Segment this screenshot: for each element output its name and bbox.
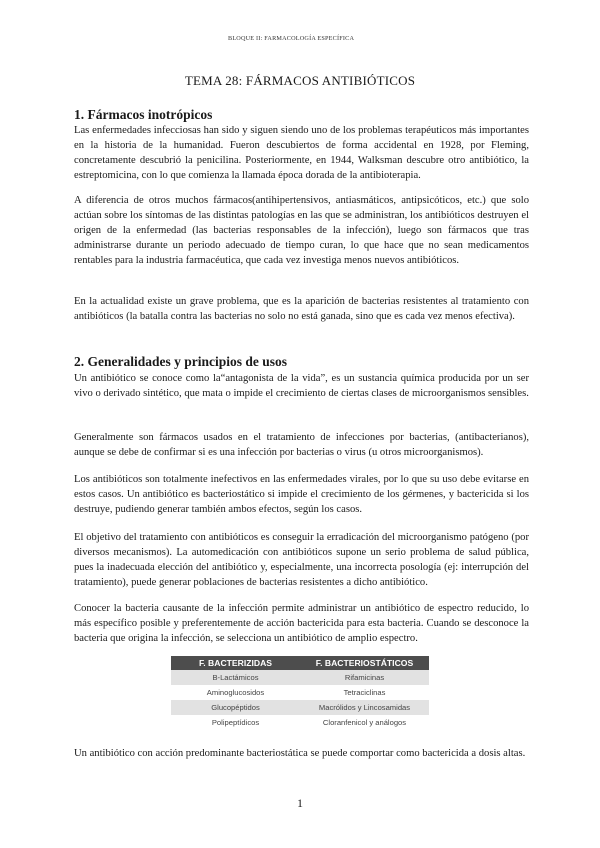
paragraph: Los antibióticos son totalmente inefectivos en las enfermedades virales, por lo que su uso debe evitarse en estos casos. Un antibiótico es bacteriostático si impide el crecimiento de los gérmenes, y bactericida si los destruye, pudiendo generar también ambos efectos, según los casos. bbox=[74, 474, 529, 515]
document-title: TEMA 28: FÁRMACOS ANTIBIÓTICOS bbox=[184, 73, 416, 88]
table-row bbox=[171, 685, 429, 700]
table-cell: Macrólidos y Lincosamidas bbox=[300, 700, 429, 715]
paragraph: Conocer la bacteria causante de la infección permite administrar un antibiótico de espectro reducido, lo más específico posible y preferentemente de acción bactericida para esta bacteria. Cuando se desconoce la bacteria que origina la infección, se selecciona un antibiótico de amplio espectro. bbox=[74, 603, 529, 644]
table-cell: Tetraciclinas bbox=[300, 685, 429, 700]
paragraph: En la actualidad existe un grave problema, que es la aparición de bacterias resistentes al tratamiento con antibióticos (la batalla contra las bacterias no solo no está ganada, sino que es cada vez menos efectiva). bbox=[74, 296, 529, 322]
table-row bbox=[171, 700, 429, 715]
table-cell: Polipeptídicos bbox=[171, 715, 300, 730]
table-header-row bbox=[171, 656, 429, 670]
table-header-cell: F. BACTERIZIDAS bbox=[171, 656, 300, 670]
table-cell: Aminoglucosidos bbox=[171, 685, 300, 700]
table-cell: Cloranfenicol y análogos bbox=[300, 715, 429, 730]
table-cell: Glucopéptidos bbox=[171, 700, 300, 715]
section-heading-2: 2. Generalidades y principios de usos bbox=[74, 354, 288, 369]
table-header-cell: F. BACTERIOSTÁTICOS bbox=[300, 656, 429, 670]
paragraph: El objetivo del tratamiento con antibióticos es conseguir la erradicación del microorganismo patógeno (por diversos mecanismos). La automedicación con antibióticos supone un serio problema de salud pública, pues la inadecuada elección del antibiótico y, especialmente, una incorrecta posología (ej: interrupción del tratamiento), puede generar poblaciones de bacterias resistentes a dicho antibiótico. bbox=[74, 532, 529, 588]
table-cell: B-Lactámicos bbox=[171, 670, 300, 685]
paragraph: Las enfermedades infecciosas han sido y siguen siendo uno de los problemas terapéuticos más importantes en la historia de la humanidad. Fueron descubiertos de forma accidental en 1928, por Fleming, concretamente descubrió la penicilina. Posteriormente, en 1944, Walksman descubre otro antibiótico, la estreptomicina, con lo que comienza la llamada época dorada de la antibioterapia. bbox=[74, 125, 529, 181]
table-row bbox=[171, 715, 429, 730]
paragraph: A diferencia de otros muchos fármacos(antihipertensivos, antiasmáticos, antipsicóticos, etc.) que solo actúan sobre los síntomas de las distintas patologías en las que se administran, los antibióticos destruyen el origen de la enfermedad (las bacterias responsables de la infección), luego son fármacos que tras administrarse durante un periodo adecuado de tiempo curan, lo que hace que no sean medicamentos rentables para la industria farmacéutica, que cada vez investiga menos nuevos antibióticos. bbox=[74, 195, 529, 266]
antibiotic-classification-table bbox=[171, 656, 429, 730]
page-number: 1 bbox=[297, 796, 303, 810]
table-row bbox=[171, 670, 429, 685]
paragraph: Un antibiótico se conoce como la“antagonista de la vida”, es un sustancia química producida por un ser vivo o derivado sintético, que mata o impide el crecimiento de ciertas clases de microorganismos sensibles. bbox=[74, 373, 529, 399]
paragraph: Generalmente son fármacos usados en el tratamiento de infecciones por bacterias, (antibacterianos), aunque se debe de confirmar si es una infección por bacterias o virus (u otros microorganismos). bbox=[74, 432, 529, 458]
document-page: BLOQUE II: FARMACOLOGÍA ESPECÍFICA TEMA 28: FÁRMACOS ANTIBIÓTICOS 1. Fármacos inotrópicos Las enfermedades infecciosas han sido y siguen siendo uno de los problemas terapéuticos más importantes en la historia de la humanidad. Fueron descubiertos de forma accidental en 1928, por Fleming, concretamente descubrió la penicilina. Posteriormente, en 1944, Walksman descubre otro antibiótico, la estreptomicina, con lo que comienza la llamada época dorada de la antibioterapia. A diferencia de otros muchos fármacos(antihipertensivos, antiasmáticos, antipsicóticos, etc.) que solo actúan sobre los síntomas de las distintas patologías en las que se administran, los antibióticos destruyen el origen de la enfermedad (las bacterias responsables de la infección), luego son fármacos que tras administrarse durante un periodo adecuado de tiempo curan, lo que hace que no sean medicamentos rentables para la industria farmacéutica, que cada vez investiga menos nuevos antibióticos. En la actualidad existe un grave problema, que es la aparición de bacterias resistentes al tratamiento con antibióticos (la batalla contra las bacterias no solo no está ganada, sino que es cada vez menos efectiva). 2. Generalidades y principios de usos Un antibiótico se conoce como la“antagonista de la vida”, es un sustancia química producida por un ser vivo o derivado sintético, que mata o impide el crecimiento de ciertas clases de microorganismos sensibles. Generalmente son fármacos usados en el tratamiento de infecciones por bacterias, (antibacterianos), aunque se debe de confirmar si es una infección por bacterias o virus (u otros microorganismos). Los antibióticos son totalmente inefectivos en las enfermedades virales, por lo que su uso debe evitarse en estos casos. Un antibiótico es bacteriostático si impide el crecimiento de los gérmenes, y bactericida si los destruye, pudiendo generar también ambos efectos, según los casos. El objetivo del tratamiento con antibióticos es conseguir la erradicación del microorganismo patógeno (por diversos mecanismos). La automedicación con antibióticos supone un serio problema de salud pública, pues la inadecuada elección del antibiótico y, especialmente, una incorrecta posología (ej: interrupción del tratamiento), puede generar poblaciones de bacterias resistentes a dicho antibiótico. Conocer la bacteria causante de la infección permite administrar un antibiótico de espectro reducido, lo más específico posible y preferentemente de acción bactericida para esta bacteria. Cuando se desconoce la bacteria que origina la infección, se selecciona un antibiótico de amplio espectro. F. BACTERIZIDAS F. BACTERIOSTÁTICOS B-Lactámicos Rifamicinas Aminoglucosidos Tetraciclinas Glucopéptidos Macrólidos y Lincosamidas Polipeptídicos Cloranfenicol y análogos Un antibiótico con acción predominante bacteriostática se puede comportar como bactericida a dosis altas. 1 bbox=[0, 0, 600, 848]
table-cell: Rifamicinas bbox=[300, 670, 429, 685]
closing-paragraph: Un antibiótico con acción predominante bacteriostática se puede comportar como bactericida a dosis altas. bbox=[74, 748, 526, 759]
section-heading-1: 1. Fármacos inotrópicos bbox=[74, 107, 213, 122]
